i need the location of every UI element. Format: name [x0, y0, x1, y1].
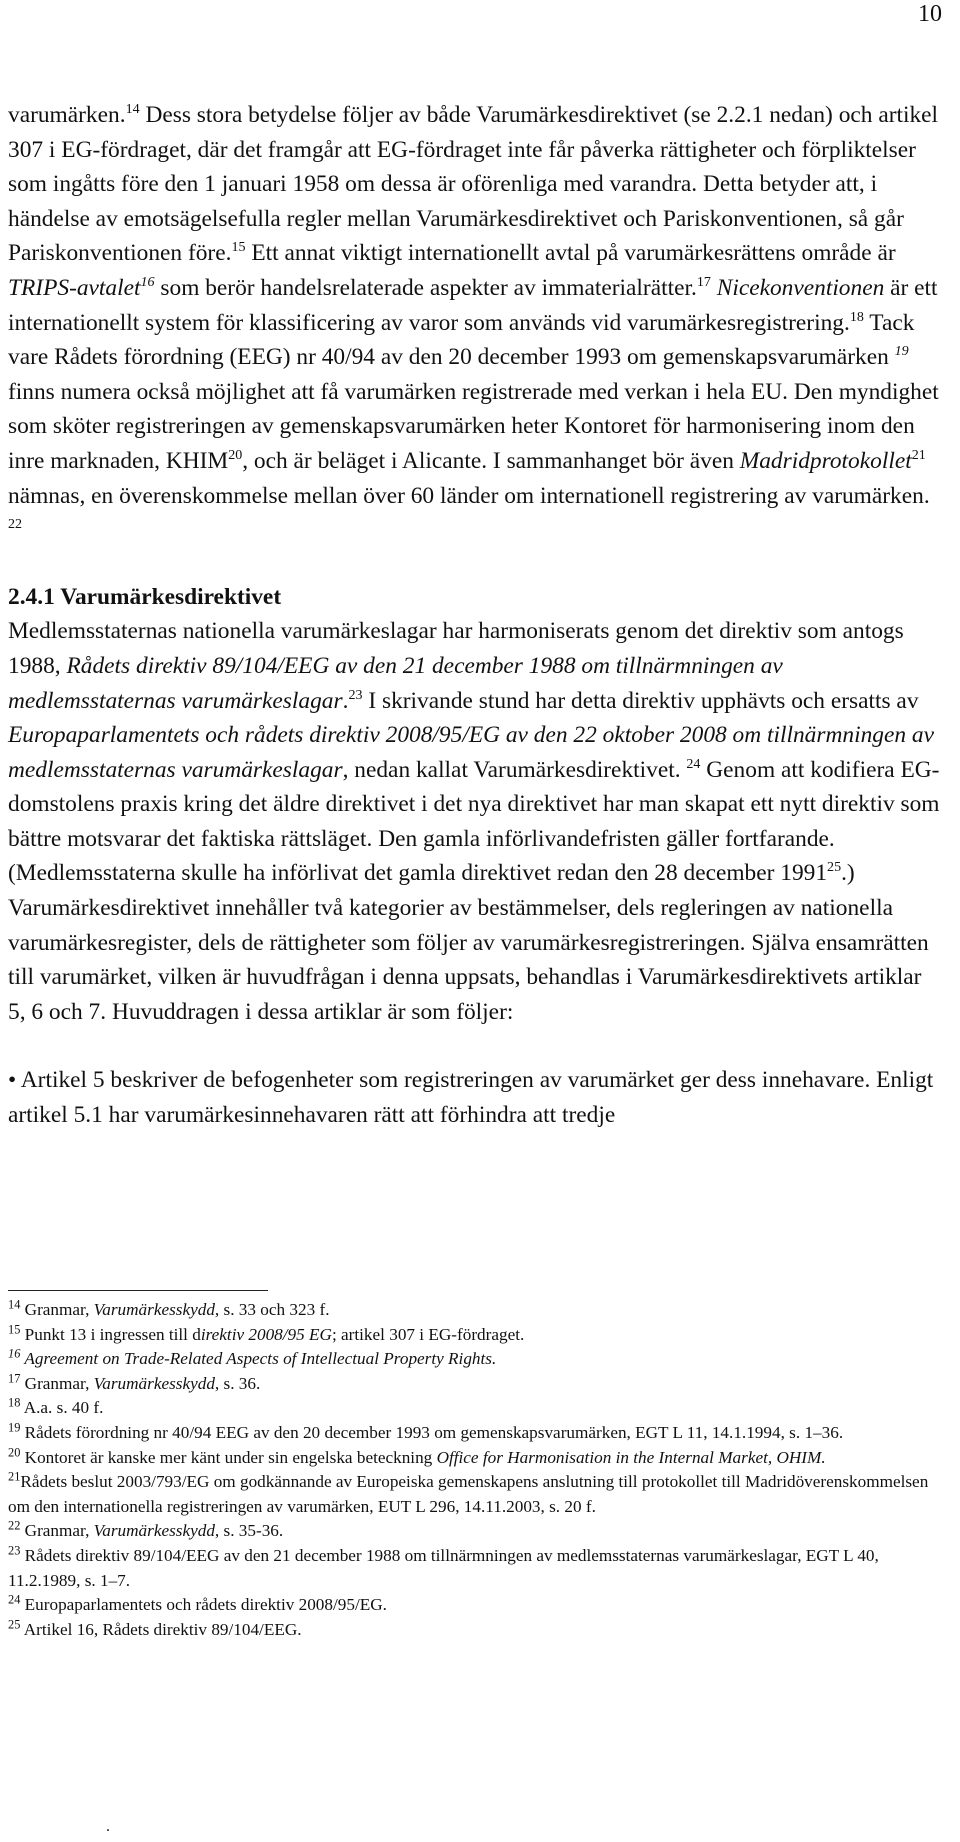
footnotes: [8, 1298, 943, 1642]
footnote-text-run: Rådets direktiv 89/104/EEG av den 21 december 1988 om tillnärmningen av medlemsstaternas varumärkeslagar, EGT L 40, 11.2.1989, s. 1–7.: [8, 1545, 879, 1590]
footnote-18: [8, 1396, 943, 1421]
footnote-ref: 24: [686, 755, 701, 772]
p2-text-run: , nedan kallat Varumärkesdirektivet.: [342, 756, 687, 783]
footnote-21: [8, 1470, 943, 1519]
footnote-ref: 22: [8, 516, 23, 533]
footnote-ref: 23: [348, 686, 363, 703]
footnote-italic-run: Varumärkesskydd: [93, 1373, 215, 1393]
footnote-number: 16: [8, 1346, 21, 1361]
footnote-italic-run: Varumärkesskydd: [93, 1300, 215, 1319]
footnote-ref: 25: [827, 859, 842, 876]
footnote-separator: [8, 1290, 268, 1291]
p1-text-run: nämnas, en överenskommelse mellan över 60 länder om internationell registrering av varumärken.: [8, 482, 930, 509]
footnote-ref: 14: [125, 101, 140, 118]
footnote-text-run: , s. 35-36.: [214, 1521, 284, 1541]
page-number: 10: [918, 1, 942, 27]
p1-text-run: varumärken.: [8, 102, 126, 128]
p2-text-run: .) Varumärkesdirektivet innehåller två kategorier av bestämmelser, dels regleringen av nationella varumärkesregister, dels de rättigheter som följer av varumärkesregistreringen. Själva ensamrätten till varumärket, vilken är huvudfrågan i denna uppsats, behandlas i Varumärkesdirektivets artiklar 5, 6 och 7. Huvuddragen i dessa artiklar är som följer:: [8, 860, 929, 1025]
footnote-ref: 19: [894, 343, 909, 360]
footnote-ref: 15: [231, 239, 246, 256]
footnote-17: [8, 1372, 943, 1397]
footnote-text-run: , s. 36.: [214, 1373, 261, 1393]
footnote-number: 23: [8, 1543, 21, 1558]
footnote-14: [8, 1298, 943, 1323]
footnote-number: 21: [8, 1469, 21, 1484]
footnote-ref: 18: [849, 308, 864, 325]
footnote-text-run: Europaparlamentets och rådets direktiv 2008/95/EG.: [20, 1595, 387, 1615]
footnote-19: [8, 1421, 943, 1446]
footnote-22: [8, 1519, 943, 1544]
footnote-ref: 20: [228, 447, 243, 464]
footnote-16: [8, 1347, 943, 1372]
p1-text-run: , och är beläget i Alicante. I sammanhanget bör även: [242, 447, 740, 474]
section-heading: 2.4.1 Varumärkesdirektivet: [8, 583, 282, 610]
footnote-number: 22: [8, 1518, 21, 1533]
footnote-23: [8, 1544, 943, 1593]
footnote-ref: 21: [911, 447, 926, 464]
footnote-number: 20: [8, 1444, 21, 1459]
p2-text-run: .: [342, 687, 349, 714]
footnote-number: 18: [8, 1395, 21, 1410]
p1-text-run: är ett internationellt system för klassificering av varor som används vid varumärkesregistrering.: [8, 274, 938, 336]
p2-italic-run: Europaparlamentets och rådets direktiv 2008/95/EG av den 22 oktober 2008 om tillnärmningen av medlemsstaternas varumärkeslagar: [8, 722, 934, 783]
p2-italic-run: Rådets direktiv 89/104/EEG av den 21 december 1988 om tillnärmningen av medlemsstaternas varumärkeslagar: [8, 652, 783, 714]
footnote-15: [8, 1323, 943, 1348]
p1-italic-run: Madridprotokollet: [739, 447, 912, 474]
footnote-text-run: Punkt 13 i ingressen till d: [20, 1324, 201, 1344]
end-mark: .: [106, 1818, 110, 1835]
body-text: [8, 98, 943, 1133]
p1-text-run: finns numera också möjlighet att få varumärken registrerade med verkan i hela EU. Den myndighet som sköter registreringen av gemenskapsvarumärken heter Kontoret för harmonisering inom den inre marknaden, KHIM: [8, 378, 939, 474]
p2-text-run: Genom att kodifiera EG-domstolens praxis kring det äldre direktivet i det nya direktivet har man skapat ett nytt direktiv som bättre motsvarar det faktiska rättsläget. Den gamla införlivandefristen gäller fortfarande. (Medlemsstaterna skulle ha införlivat det gamla direktivet redan den 28 december 1991: [8, 756, 940, 887]
footnote-number: 25: [8, 1616, 21, 1631]
footnote-text-run: Granmar,: [20, 1521, 94, 1541]
p1-text-run: Ett annat viktigt internationellt avtal på varumärkesrättens område är: [245, 240, 896, 267]
footnote-ref: 17: [696, 274, 711, 291]
p2-text-run: Medlemsstaternas nationella varumärkeslagar har harmoniserats genom det direktiv som antogs 1988,: [8, 618, 904, 679]
p1-text-run: som berör handelsrelaterade aspekter av immaterialrätter.: [154, 274, 697, 301]
footnote-text-run: ; artikel 307 i EG-fördraget.: [331, 1324, 525, 1344]
footnote-ref: 16: [140, 274, 155, 291]
footnote-text-run: A.a. s. 40 f.: [20, 1398, 104, 1418]
footnote-text-run: Rådets förordning nr 40/94 EEG av den 20 december 1993 om gemenskapsvarumärken, EGT L 11, 14.1.1994, s. 1–36.: [20, 1422, 844, 1442]
footnote-number: 17: [8, 1371, 21, 1386]
footnote-text-run: Rådets beslut 2003/793/EG om godkännande av Europeiska gemenskapens anslutning till protokollet till Madridöverenskommelsen om den internationella registreringen av varumärken, EUT L 296, 14.11.2003, s. 20 f.: [8, 1472, 929, 1516]
p1-text-run: Dess stora betydelse följer av både Varumärkesdirektivet (se 2.2.1 nedan) och artikel 307 i EG-fördraget, där det framgår att EG-fördraget inte får påverka rättigheter och förpliktelser som ingåtts före den 1 januari 1958 om dessa är oförenliga med varandra. Detta betyder att, i händelse av emotsägelsefulla regler mellan Varumärkesdirektivet och Pariskonventionen, så går Pariskonventionen före.: [8, 102, 939, 267]
footnote-24: [8, 1593, 943, 1618]
footnote-number: 19: [8, 1420, 21, 1435]
footnote-text-run: Kontoret är kanske mer känt under sin engelska beteckning: [20, 1447, 437, 1467]
footnote-number: 15: [8, 1321, 21, 1336]
p2-text-run: I skrivande stund har detta direktiv upphävts och ersatts av: [362, 687, 919, 714]
footnote-20: [8, 1446, 943, 1471]
paragraph-directive: [8, 614, 943, 1029]
footnote-text-run: Artikel 16, Rådets direktiv 89/104/EEG.: [20, 1619, 302, 1639]
footnote-italic-run: Office for Harmonisation in the Internal Market, OHIM.: [436, 1447, 826, 1467]
footnote-number: 14: [8, 1297, 21, 1312]
p1-italic-run: TRIPS-avtalet: [8, 274, 141, 301]
footnote-25: [8, 1618, 943, 1643]
footnote-text-run: , s. 33 och 323 f.: [214, 1300, 330, 1319]
paragraph-intl-agreements: [8, 98, 943, 548]
footnote-italic-run: irektiv 2008/95 EG: [200, 1324, 332, 1344]
bullet-item-article-5: [8, 1063, 943, 1132]
p1-italic-run: Nicekonventionen: [716, 274, 885, 301]
footnote-number: 24: [8, 1592, 21, 1607]
footnote-italic-run: Agreement on Trade-Related Aspects of Intellectual Property Rights.: [20, 1349, 497, 1369]
bullet-text: Artikel 5 beskriver de befogenheter som registreringen av varumärket ger dess innehavare. Enligt artikel 5.1 har varumärkesinnehavaren rätt att förhindra att tredje: [8, 1067, 934, 1129]
footnote-italic-run: Varumärkesskydd: [93, 1521, 215, 1541]
p1-text-run: Tack vare Rådets förordning (EEG) nr 40/94 av den 20 december 1993 om gemenskapsvarumärken: [8, 309, 915, 371]
bullet-symbol: •: [8, 1067, 17, 1094]
footnote-text-run: Granmar,: [20, 1373, 94, 1393]
footnote-text-run: Granmar,: [20, 1300, 94, 1319]
